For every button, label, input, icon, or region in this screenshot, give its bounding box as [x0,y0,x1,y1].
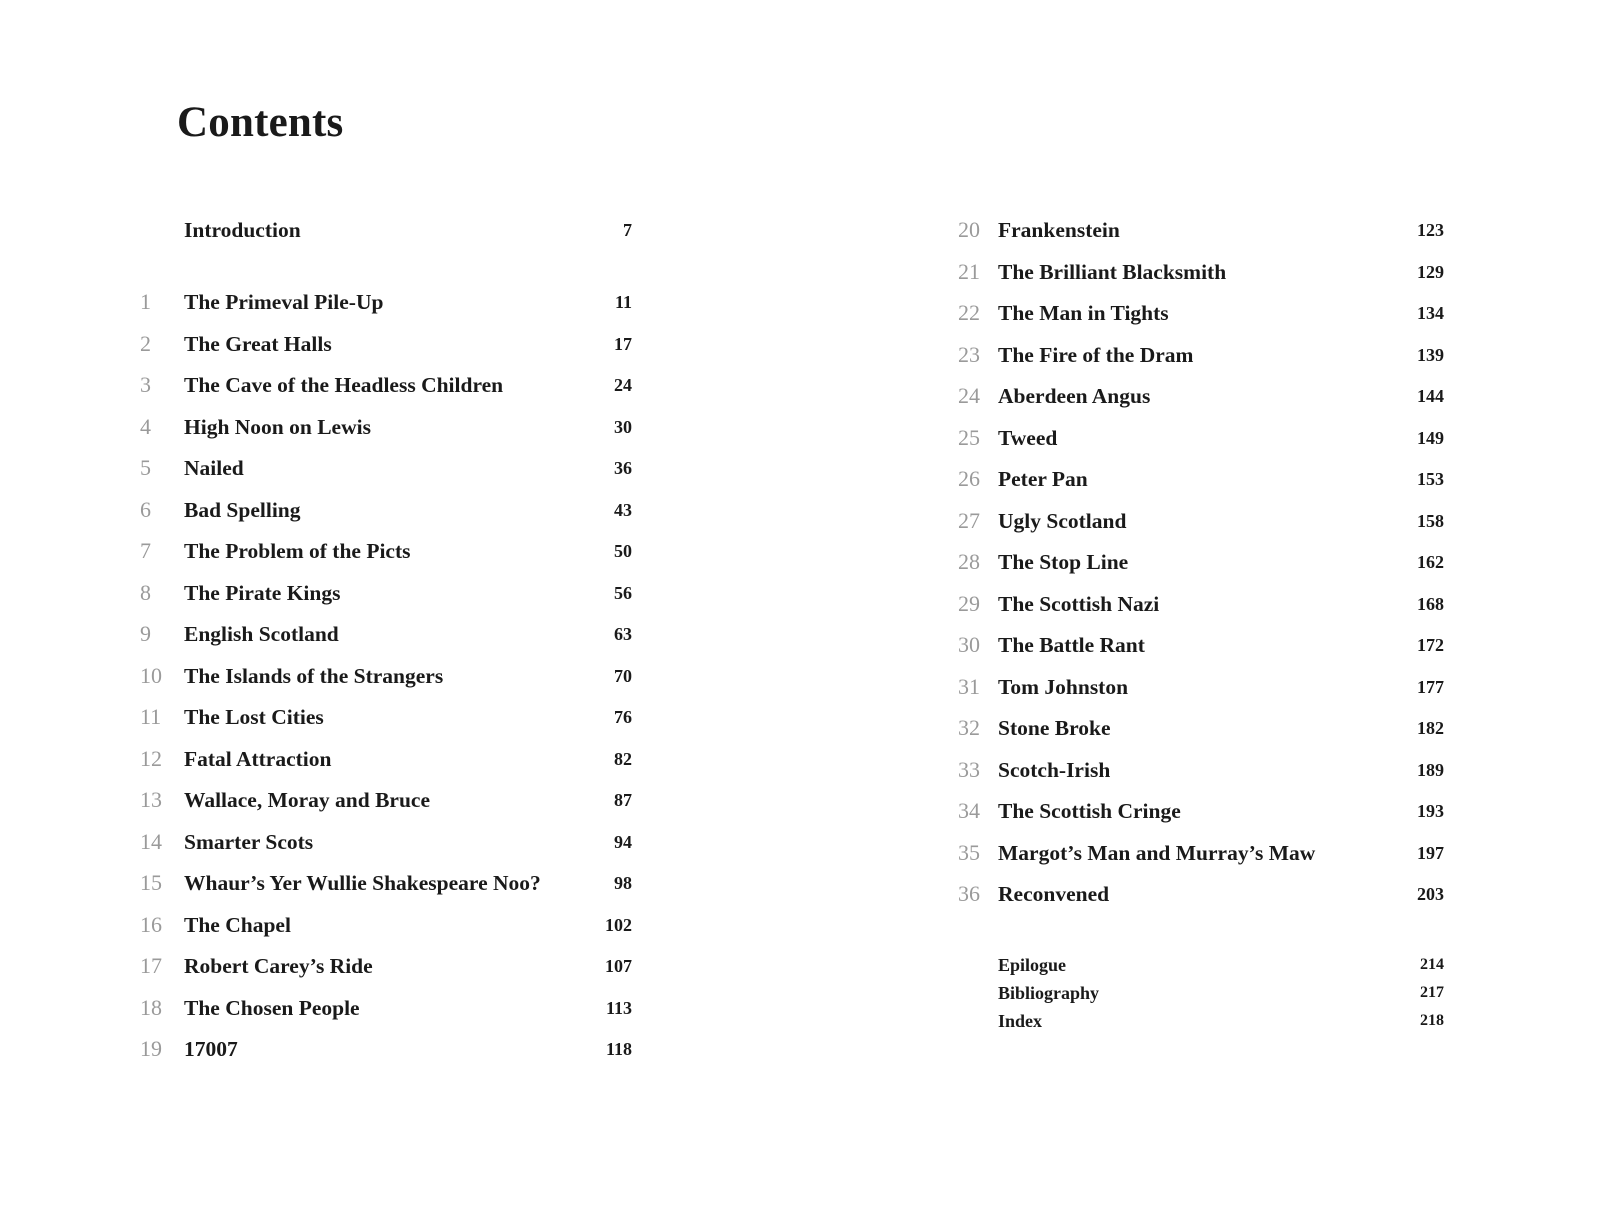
page-number: 177 [1417,676,1444,697]
entry-title: The Primeval Pile-Up [184,290,384,314]
chapter-number: 18 [140,994,162,1020]
page-number: 189 [1417,759,1444,780]
page-number: 82 [614,748,632,769]
chapter-number: 31 [958,673,980,699]
toc-entry [140,785,632,815]
toc-entry [140,287,632,317]
page-number: 144 [1417,386,1444,406]
chapter-number: 13 [140,787,162,812]
entry-title: Fatal Attraction [184,746,332,771]
page-number: 76 [614,707,632,727]
page-number: 217 [1420,984,1444,1001]
entry-title: The Islands of the Strangers [184,663,444,688]
page-number: 56 [614,582,632,603]
entry-title: Peter Pan [998,467,1088,491]
chapter-number: 4 [140,413,151,439]
entry-title: Wallace, Moray and Bruce [184,788,431,812]
toc-back-matter-entry [952,1006,1444,1036]
chapter-number: 7 [140,538,151,563]
chapter-number: 22 [958,300,980,325]
chapter-number: 25 [958,424,980,450]
entry-title: Whaur’s Yer Wullie Shakespeare Noo? [184,871,541,895]
chapter-number: 27 [958,507,980,533]
page-number: 94 [614,831,632,852]
toc-entry [952,589,1444,619]
page-number: 43 [614,499,632,520]
toc-entry [140,495,632,525]
chapter-number: 34 [958,798,980,823]
entry-title: The Chapel [184,912,291,937]
page-number: 218 [1420,1012,1444,1029]
chapter-number: 15 [140,870,162,895]
entry-title: The Brilliant Blacksmith [998,259,1227,284]
chapter-number: 5 [140,455,151,480]
chapter-number: 10 [140,662,162,688]
entry-title: The Man in Tights [998,301,1169,325]
page-number: 118 [605,1039,632,1059]
chapter-number: 35 [958,839,980,865]
toc-entry [140,951,632,981]
page-number: 98 [614,873,632,893]
page-number: 30 [614,416,632,437]
toc-entry [952,423,1444,453]
chapter-number: 29 [958,590,980,616]
page-number: 182 [1417,718,1444,738]
page-title: Contents [177,99,344,146]
toc-back-matter-entry [952,950,1444,980]
entry-title: Robert Carey’s Ride [184,954,373,978]
toc-entry [140,536,632,566]
toc-entry [140,661,632,691]
chapter-number: 21 [958,258,980,284]
toc-entry-introduction [140,215,632,245]
page-number: 7 [623,220,632,240]
page-number: 129 [1417,261,1444,282]
toc-entry [140,910,632,940]
entry-title: Epilogue [998,955,1067,975]
entry-title: The Scottish Cringe [998,799,1181,823]
toc-entry [140,412,632,442]
page-number: 102 [605,914,632,935]
entry-title: Index [998,1011,1043,1031]
entry-title: 17007 [184,1037,238,1061]
entry-title: The Great Halls [184,331,332,356]
toc-entry [140,827,632,857]
entry-title: High Noon on Lewis [184,414,371,439]
entry-title: Ugly Scotland [998,508,1127,533]
toc-entry [140,619,632,649]
chapter-number: 36 [958,881,980,906]
entry-title: The Battle Rant [998,633,1145,657]
toc-back-matter-entry [952,978,1444,1008]
chapter-number: 3 [140,372,151,397]
page-number: 11 [614,292,632,312]
chapter-number: 30 [958,632,980,657]
toc-entry [952,381,1444,411]
page-number: 70 [614,665,632,686]
page-number: 50 [614,541,632,561]
page-number: 172 [1417,635,1444,655]
toc-entry [952,879,1444,909]
page-number: 107 [605,956,632,976]
page-number: 193 [1417,801,1444,821]
page-number: 87 [614,790,632,810]
entry-title: The Cave of the Headless Children [184,373,504,397]
toc-entry [952,464,1444,494]
toc-entry [952,547,1444,577]
page-number: 139 [1417,344,1444,365]
page-number: 113 [605,997,632,1018]
chapter-number: 24 [958,383,980,408]
toc-entry [952,340,1444,370]
entry-title: The Stop Line [998,550,1129,574]
toc-entry [140,993,632,1023]
entry-title: Tweed [998,425,1058,450]
toc-entry [952,215,1444,245]
chapter-number: 8 [140,579,151,605]
chapter-number: 2 [140,330,151,356]
chapter-number: 23 [958,341,980,367]
chapter-number: 9 [140,621,151,646]
page-number: 168 [1417,593,1444,614]
toc-entry [140,744,632,774]
page-number: 63 [614,624,632,644]
entry-title: The Problem of the Picts [184,539,411,563]
entry-title: Introduction [184,218,301,242]
chapter-number: 26 [958,466,980,491]
chapter-number: 20 [958,217,980,242]
toc-entry [140,453,632,483]
entry-title: Reconvened [998,882,1110,906]
chapter-number: 33 [958,756,980,782]
toc-entry [140,329,632,359]
entry-title: Stone Broke [998,716,1111,740]
entry-title: Tom Johnston [998,674,1129,699]
chapter-number: 28 [958,549,980,574]
page-number: 24 [614,375,632,395]
toc-entry [140,578,632,608]
page-number: 214 [1420,956,1444,973]
chapter-number: 14 [140,828,162,854]
toc-entry [952,257,1444,287]
page-number: 162 [1417,552,1444,572]
toc-entry [952,298,1444,328]
chapter-number: 6 [140,496,151,522]
page-number: 197 [1417,842,1444,863]
page-number: 149 [1417,427,1444,448]
entry-title: Bad Spelling [184,497,301,522]
toc-entry [952,713,1444,743]
entry-title: Frankenstein [998,218,1120,242]
chapter-number: 12 [140,745,162,771]
page-number: 203 [1417,884,1444,904]
entry-title: Nailed [184,456,244,480]
toc-entry [140,370,632,400]
page-number: 17 [614,333,632,354]
page-number: 153 [1417,469,1444,489]
entry-title: Scotch-Irish [998,757,1111,782]
toc-entry [952,630,1444,660]
chapter-number: 16 [140,911,162,937]
toc-entry [952,672,1444,702]
page-number: 36 [614,458,632,478]
entry-title: The Fire of the Dram [998,342,1194,367]
entry-title: The Lost Cities [184,705,324,729]
toc-entry [952,506,1444,536]
entry-title: Smarter Scots [184,829,314,854]
page-number: 158 [1417,510,1444,531]
page-number: 134 [1417,303,1444,323]
entry-title: Margot’s Man and Murray’s Maw [998,840,1316,865]
chapter-number: 1 [140,289,151,314]
entry-title: Aberdeen Angus [998,384,1151,408]
entry-title: English Scotland [184,622,339,646]
toc-entry [140,1034,632,1064]
entry-title: The Pirate Kings [184,580,341,605]
entry-title: Bibliography [998,983,1100,1003]
chapter-number: 32 [958,715,980,740]
toc-entry [140,702,632,732]
toc-entry [140,868,632,898]
chapter-number: 17 [140,953,162,978]
toc-entry [952,796,1444,826]
toc-entry [952,838,1444,868]
entry-title: The Scottish Nazi [998,591,1160,616]
chapter-number: 19 [140,1036,162,1061]
toc-entry [952,755,1444,785]
page-number: 123 [1417,220,1444,240]
chapter-number: 11 [140,704,162,729]
entry-title: The Chosen People [184,995,360,1020]
